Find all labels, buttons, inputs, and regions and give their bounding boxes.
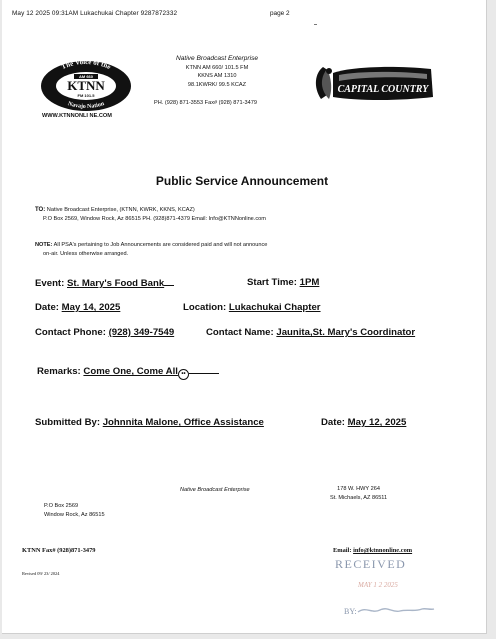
submitted-by-label: Submitted By: — [35, 417, 103, 428]
contact-name-field — [206, 327, 415, 338]
event-value: St. Mary's Food Bank — [67, 278, 165, 289]
received-stamp-date: MAY 1 2 2025 — [358, 581, 398, 589]
ktnn-website: WWW.KTNNONLI NE.COM — [42, 113, 112, 119]
footer-left-line-2: Window Rock, Az 86515 — [44, 512, 105, 518]
remarks-field — [37, 365, 219, 380]
station-phone: PH. (928) 871-3553 Fax# (928) 871-3479 — [154, 100, 257, 106]
station-line-1: KTNN AM 660/ 101.5 FM — [185, 64, 249, 71]
event-field — [35, 277, 174, 289]
footer-right-address — [330, 485, 387, 503]
footer-right-line-2: St. Michaels, AZ 86511 — [330, 495, 388, 501]
ktnn-logo — [40, 56, 132, 112]
to-line-1: Native Broadcast Enterprise, (KTNN, KWRK, KKNS, KCAZ) — [45, 207, 195, 213]
submitted-date-field — [321, 417, 406, 428]
fax-page — [2, 0, 487, 634]
to-line-2: P.O Box 2569, Window Rock, Az 86515 PH. (928)871-4379 Email: Info@KTNNonline.com — [43, 216, 266, 222]
contact-phone-value: (928) 349-7549 — [108, 327, 175, 338]
start-time-value: 1PM — [299, 277, 320, 288]
start-time-field — [247, 277, 319, 288]
location-field — [183, 302, 321, 313]
to-label: TO: — [35, 207, 46, 213]
revised-date: Revised 09/ 23/ 2024 — [22, 571, 60, 576]
station-line-2: KKNS AM 1310 — [197, 73, 237, 80]
contact-name-label: Contact Name: — [206, 327, 277, 338]
footer-enterprise: Native Broadcast Enterprise — [180, 487, 250, 493]
date-field — [35, 302, 120, 313]
submitted-by-value: Johnnita Malone, Office Assistance — [102, 417, 264, 428]
contact-phone-field — [35, 327, 174, 338]
start-time-label: Start Time: — [247, 277, 300, 288]
submitted-date-value: May 12, 2025 — [347, 417, 407, 428]
footer-left-address — [44, 502, 105, 520]
note-line-2: on-air. Unless otherwise arranged. — [43, 251, 129, 257]
ktnn-arc-bottom: Navajo Nation — [66, 101, 106, 111]
ktnn-arc-top: The Voice of the — [60, 57, 113, 72]
fax-page-number: page 2 — [270, 10, 290, 17]
note-line-1: All PSA's pertaining to Job Announcements are considered paid and will not announce — [52, 242, 268, 248]
capital-country-logo — [309, 59, 439, 109]
footer-right-line-1: 178 W. HWY 264 — [337, 486, 380, 492]
station-line-3: 98.1KWRK/ 99.5 KCAZ — [187, 81, 247, 88]
smiley-icon: •• — [178, 369, 189, 380]
location-label: Location: — [183, 302, 229, 313]
ktnn-call-letters: KTNN — [67, 78, 105, 93]
contact-name-value: Jaunita,St. Mary's Coordinator — [276, 327, 416, 338]
date-label: Date: — [35, 302, 62, 313]
ktnn-fm-label: FM 101.5 — [77, 93, 95, 98]
date-value: May 14, 2025 — [61, 302, 121, 313]
received-stamp-by: BY: — [344, 607, 357, 616]
ktnn-am-label: AM 660 — [78, 74, 94, 79]
to-block — [35, 206, 266, 224]
scan-mark — [314, 24, 317, 25]
footer-fax: KTNN Fax# (928)871-3479 — [22, 547, 96, 554]
submitted-date-label: Date: — [321, 417, 348, 428]
contact-phone-label: Contact Phone: — [35, 327, 109, 338]
received-stamp: RECEIVED — [335, 557, 407, 571]
note-block — [35, 241, 267, 259]
footer-email-link[interactable]: info@ktnnonline.com — [353, 547, 413, 554]
footer-left-line-1: P.O Box 2569 — [44, 503, 79, 509]
note-label: NOTE: — [35, 242, 53, 248]
remarks-value: Come One, Come All — [83, 366, 178, 377]
station-header — [150, 55, 284, 89]
handwritten-signature — [356, 604, 436, 616]
footer-email-label: Email: — [333, 547, 354, 554]
fax-header-line: May 12 2025 09:31AM Lukachukai Chapter 9287872332 — [12, 10, 178, 17]
document-title: Public Service Announcement — [155, 174, 329, 188]
footer-email — [333, 547, 412, 554]
location-value: Lukachukai Chapter — [228, 302, 321, 313]
capital-country-text: CAPITAL COUNTRY — [337, 84, 429, 95]
station-name: Native Broadcast Enterprise — [175, 55, 259, 62]
remarks-label: Remarks: — [37, 366, 84, 377]
event-label: Event: — [35, 278, 67, 289]
submitted-by-field — [35, 417, 264, 428]
